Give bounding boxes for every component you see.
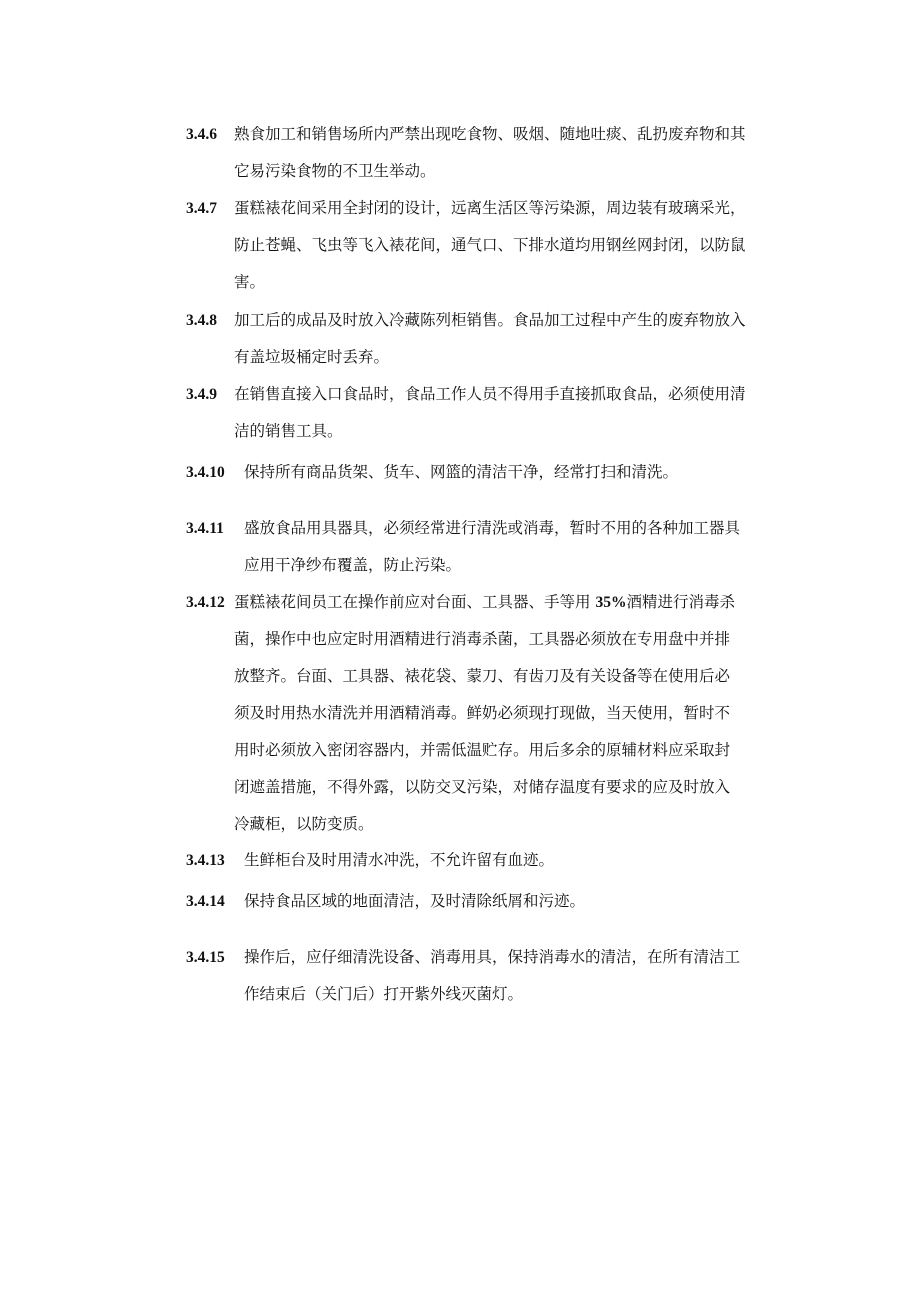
clause-number: 3.4.8 (186, 312, 217, 329)
clause-3-4-8 (186, 302, 796, 376)
clause-3-4-14 (186, 883, 796, 920)
clause-number: 3.4.9 (186, 386, 217, 403)
clause-number: 3.4.15 (186, 949, 225, 966)
clause-line: 菌，操作中也应定时用酒精进行消毒杀菌，工具器必须放在专用盘中并排 (234, 630, 731, 648)
clause-3-4-10 (186, 454, 796, 491)
clause-3-4-12 (186, 584, 796, 843)
clause-3-4-6 (186, 116, 796, 190)
clause-3-4-7 (186, 190, 796, 301)
clause-3-4-13 (186, 842, 796, 879)
clause-line: 放整齐。台面、工具器、裱花袋、蒙刀、有齿刀及有关设备等在使用后必 (234, 667, 731, 685)
clause-line: 加工后的成品及时放入冷藏陈列柜销售。食品加工过程中产生的废弃物放入 (234, 311, 746, 329)
clause-number: 3.4.6 (186, 126, 217, 143)
clause-number: 3.4.7 (186, 200, 217, 217)
clause-line: 冷藏柜，以防变质。 (234, 815, 374, 833)
clause-line: 生鲜柜台及时用清水冲洗，不允许留有血迹。 (244, 851, 555, 869)
clause-line: 有盖垃圾桶定时丢弃。 (234, 348, 390, 366)
clause-3-4-15 (186, 939, 796, 1013)
clause-line: 操作后，应仔细清洗设备、消毒用具，保持消毒水的清洁，在所有清洁工 (244, 948, 741, 966)
clause-number: 3.4.12 (186, 594, 225, 611)
clause-line: 须及时用热水清洗并用酒精消毒。鲜奶必须现打现做，当天使用，暂时不 (234, 704, 731, 722)
clause-line: 防止苍蝇、飞虫等飞入裱花间，通气口、下排水道均用钢丝网封闭，以防鼠 (234, 236, 746, 254)
clause-number: 3.4.13 (186, 852, 225, 869)
clause-line: 用时必须放入密闭容器内，并需低温贮存。用后多余的原辅材料应采取封 (234, 741, 731, 759)
clause-number: 3.4.14 (186, 893, 225, 910)
clause-line: 在销售直接入口食品时，食品工作人员不得用手直接抓取食品，必须使用清 (234, 385, 746, 403)
percentage-value: 35% (595, 594, 627, 611)
clause-line: 应用干净纱布覆盖，防止污染。 (244, 556, 462, 574)
clause-text: 蛋糕裱花间员工在操作前应对台面、工具器、手等用 (234, 593, 596, 611)
clause-number: 3.4.10 (186, 464, 225, 481)
clause-line: 保持所有商品货架、货车、网篮的清洁干净，经常打扫和清洗。 (244, 463, 679, 481)
clause-line: 作结束后（关门后）打开紫外线灭菌灯。 (244, 985, 524, 1003)
clause-3-4-9 (186, 376, 796, 450)
clause-line: 熟食加工和销售场所内严禁出现吃食物、吸烟、随地吐痰、乱扔废弃物和其 (234, 125, 746, 143)
clause-line: 它易污染食物的不卫生举动。 (234, 162, 436, 180)
clause-line: 盛放食品用具器具，必须经常进行清洗或消毒，暂时不用的各种加工器具 (244, 519, 741, 537)
clause-3-4-11 (186, 510, 796, 584)
clause-line: 洁的销售工具。 (234, 422, 343, 440)
clause-number: 3.4.11 (186, 520, 224, 537)
clause-line: 害。 (234, 273, 266, 291)
clause-line: 保持食品区域的地面清洁，及时清除纸屑和污迹。 (244, 892, 586, 910)
clause-line: 闭遮盖措施，不得外露，以防交叉污染，对储存温度有要求的应及时放入 (234, 778, 731, 796)
clause-line (186, 584, 796, 621)
clause-text: 酒精进行消毒杀 (626, 593, 735, 611)
clause-line: 蛋糕裱花间采用全封闭的设计，远离生活区等污染源，周边装有玻璃采光， (234, 199, 746, 217)
